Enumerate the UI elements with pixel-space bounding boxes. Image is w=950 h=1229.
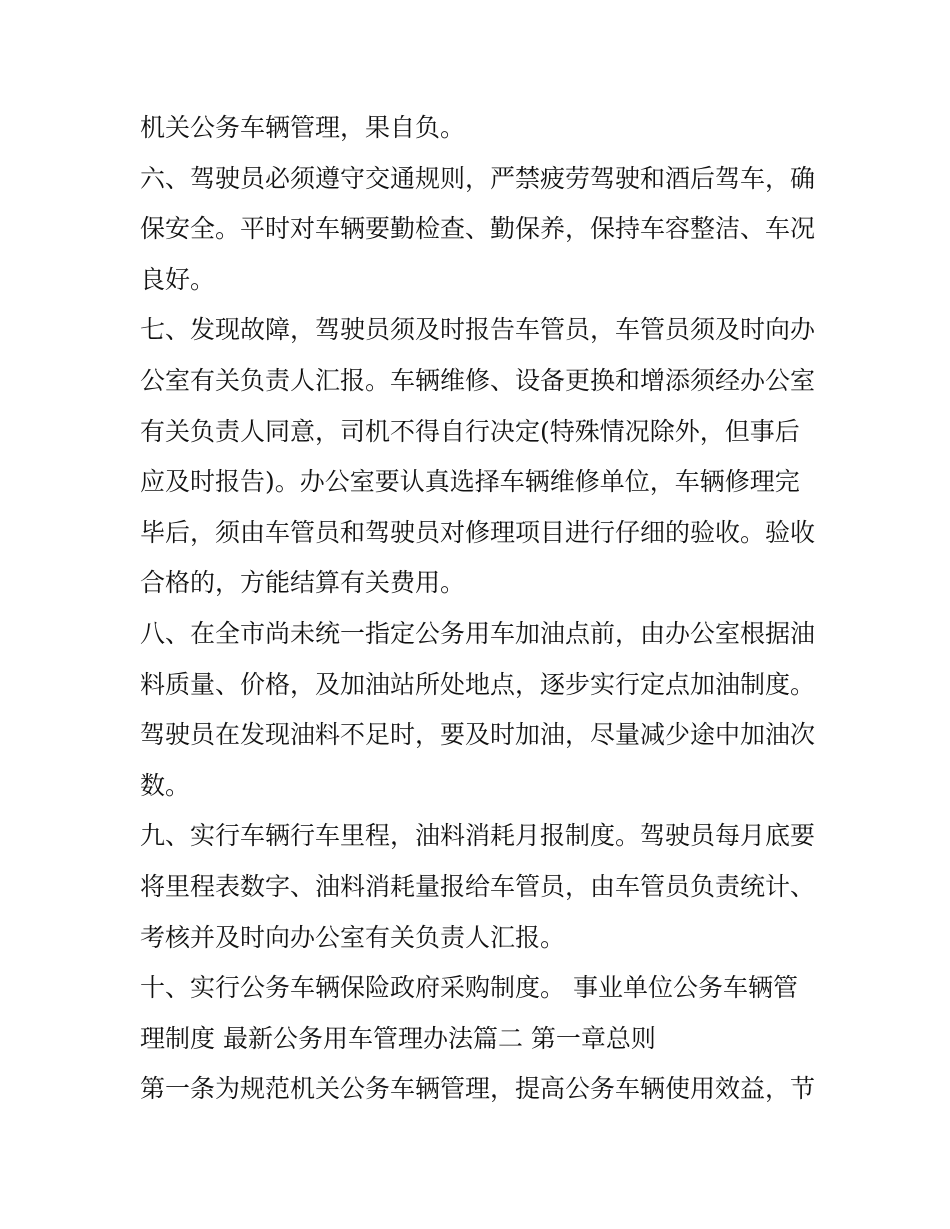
text-line: 第一条为规范机关公务车辆管理，提高公务车辆使用效益，节 <box>140 1074 816 1104</box>
text-line: 考核并及时向办公室有关负责人汇报。 <box>140 922 566 952</box>
text-line: 九、实行车辆行车里程，油料消耗月报制度。驾驶员每月底要 <box>140 821 816 851</box>
text-line: 合格的，方能结算有关费用。 <box>140 568 466 598</box>
text-line: 毕后，须由车管员和驾驶员对修理项目进行仔细的验收。验收 <box>140 517 816 547</box>
text-line: 驾驶员在发现油料不足时，要及时加油，尽量减少途中加油次 <box>140 720 816 750</box>
text-line: 有关负责人同意，司机不得自行决定(特殊情况除外，但事后 <box>140 416 800 446</box>
text-line: 七、发现故障，驾驶员须及时报告车管员，车管员须及时向办 <box>140 315 816 345</box>
document-body <box>140 103 820 1115</box>
text-line: 应及时报告)。办公室要认真选择车辆维修单位，车辆修理完 <box>140 467 800 497</box>
text-line: 数。 <box>140 770 191 800</box>
text-line: 机关公务车辆管理，果自负。 <box>140 113 466 142</box>
text-line: 公室有关负责人汇报。车辆维修、设备更换和增添须经办公室 <box>140 365 816 395</box>
text-line: 保安全。平时对车辆要勤检查、勤保养，保持车容整洁、车况 <box>140 214 816 244</box>
text-line: 八、在全市尚未统一指定公务用车加油点前，由办公室根据油 <box>140 618 816 648</box>
text-line: 将里程表数字、油料消耗量报给车管员，由车管员负责统计、 <box>140 871 816 901</box>
text-line: 料质量、价格，及加油站所处地点，逐步实行定点加油制度。 <box>140 669 816 699</box>
text-line: 良好。 <box>140 264 216 294</box>
text-line: 六、驾驶员必须遵守交通规则，严禁疲劳驾驶和酒后驾车，确 <box>140 163 816 193</box>
text-line: 十、实行公务车辆保险政府采购制度。 事业单位公务车辆管 <box>140 973 798 1003</box>
text-line: 理制度 最新公务用车管理办法篇二 第一章总则 <box>140 1023 656 1053</box>
